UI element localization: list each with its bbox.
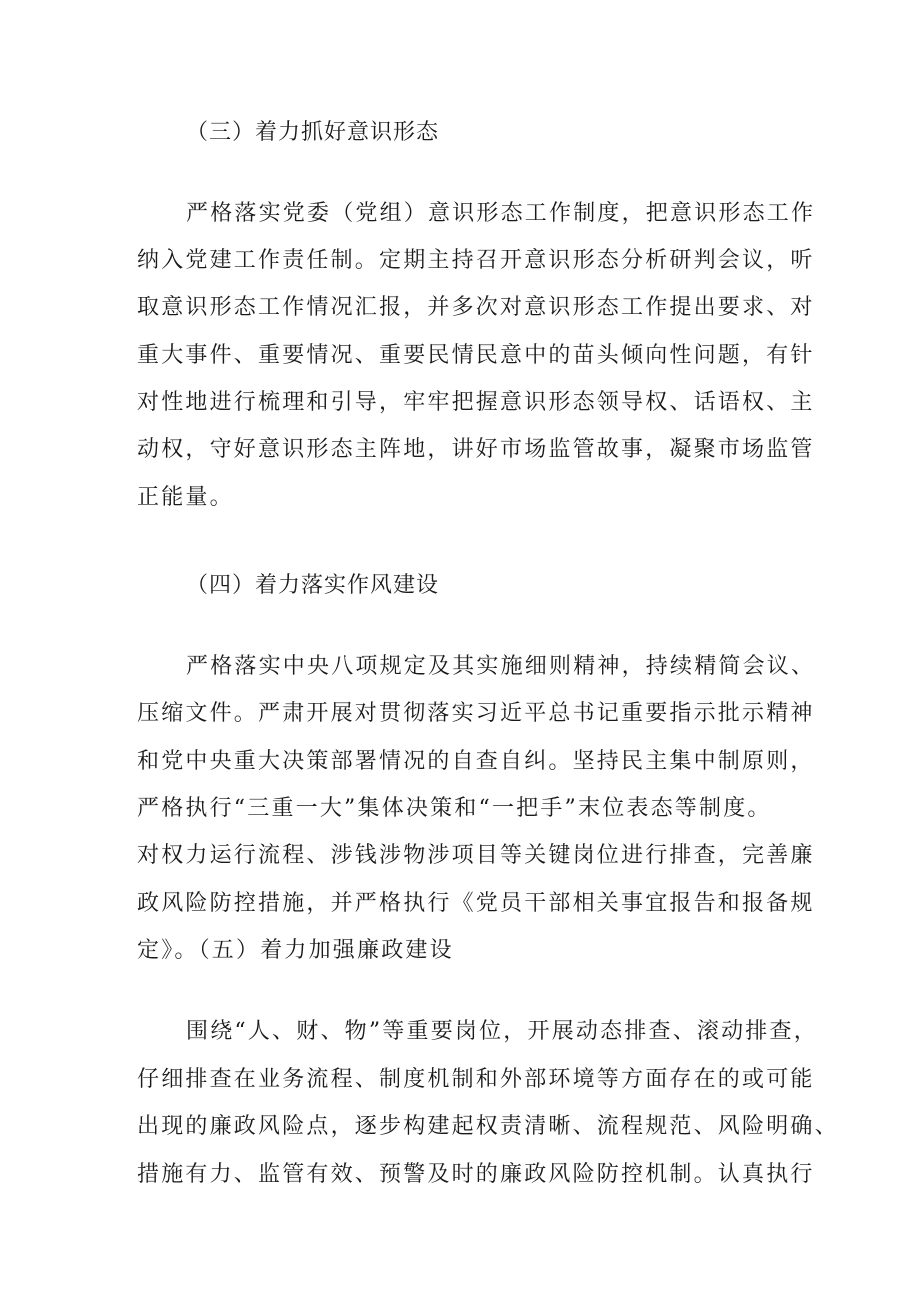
paragraph-line: 对权力运行流程、涉钱涉物涉项目等关键岗位进行排查，完善廉 xyxy=(137,843,815,868)
paragraph-line: 取意识形态工作情况汇报，并多次对意识形态工作提出要求、对 xyxy=(137,295,815,320)
section-heading-4: （四）着力落实作风建设 xyxy=(186,573,440,598)
paragraph-line: 和党中央重大决策部署情况的自查自纠。坚持民主集中制原则， xyxy=(137,749,815,774)
paragraph-line: 严格落实中央八项规定及其实施细则精神，持续精简会议、 xyxy=(186,654,816,679)
section-heading-3: （三）着力抓好意识形态 xyxy=(186,120,440,145)
paragraph-line: 定》。（五）着力加强廉政建设 xyxy=(137,938,454,963)
paragraph-line: 措施有力、监管有效、预警及时的廉政风险防控机制。认真执行 xyxy=(137,1162,815,1187)
paragraph-line: 正能量。 xyxy=(137,485,234,510)
paragraph-line: 政风险防控措施，并严格执行《党员干部相关事宜报告和报备规 xyxy=(137,891,815,916)
paragraph-line: 仔细排查在业务流程、制度机制和外部环境等方面存在的或可能 xyxy=(137,1067,815,1092)
paragraph-line: 严格执行“三重一大”集体决策和“一把手”末位表态等制度。 xyxy=(137,796,772,821)
paragraph-line: 纳入党建工作责任制。定期主持召开意识形态分析研判会议，听 xyxy=(137,248,815,273)
paragraph-line: 严格落实党委（党组）意识形态工作制度，把意识形态工作 xyxy=(186,201,816,226)
paragraph-line: 围绕“人、财、物”等重要岗位，开展动态排查、滚动排查， xyxy=(186,1019,818,1044)
paragraph-line: 重大事件、重要情况、重要民情民意中的苗头倾向性问题，有针 xyxy=(137,343,815,368)
paragraph-line: 动权，守好意识形态主阵地，讲好市场监管故事，凝聚市场监管 xyxy=(137,437,815,462)
paragraph-line: 对性地进行梳理和引导，牢牢把握意识形态领导权、话语权、主 xyxy=(137,390,815,415)
paragraph-line: 出现的廉政风险点，逐步构建起权责清晰、流程规范、风险明确、 xyxy=(137,1114,839,1139)
paragraph-line: 压缩文件。严肃开展对贯彻落实习近平总书记重要指示批示精神 xyxy=(137,701,815,726)
